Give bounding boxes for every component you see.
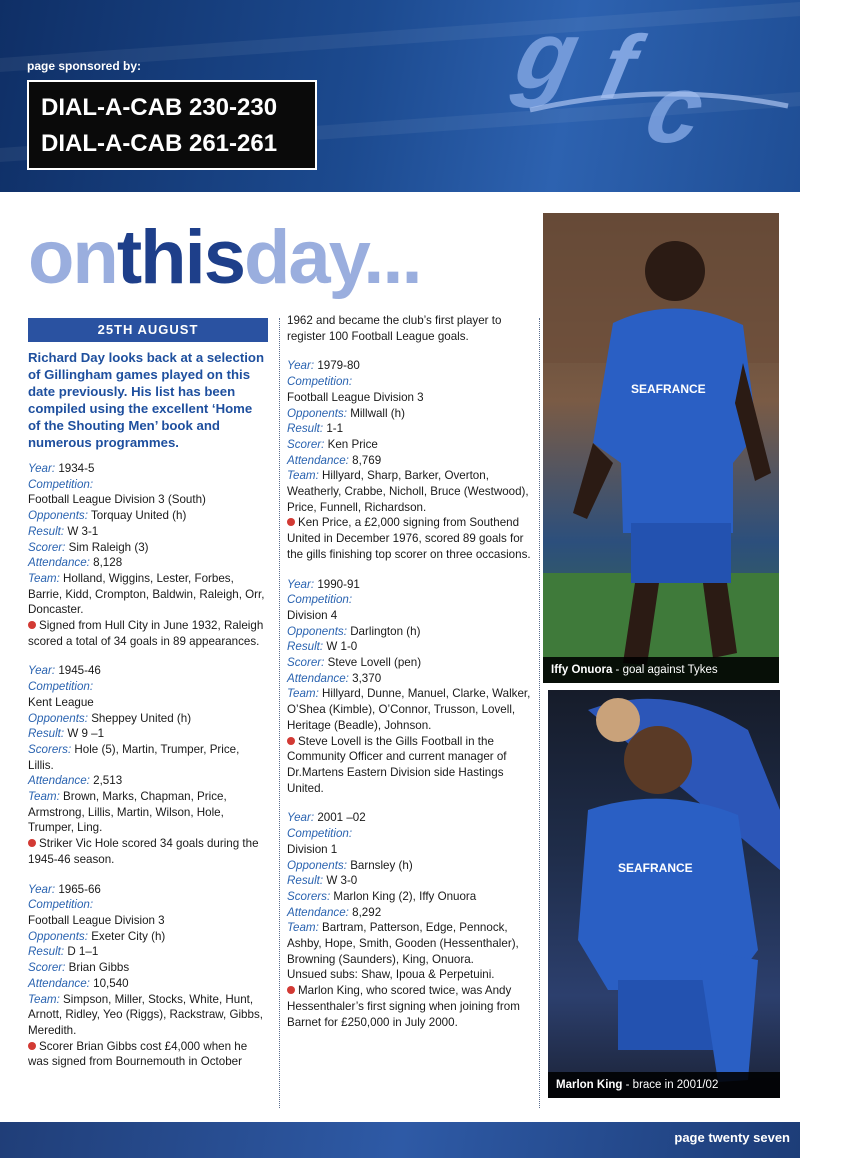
- year-value: 1979-80: [317, 359, 360, 373]
- column-middle: [287, 313, 532, 1044]
- player-photo-king: [548, 690, 780, 1098]
- shirt-sponsor: SEAFRANCE: [631, 382, 706, 396]
- scorer-label: Scorer:: [28, 961, 66, 975]
- year-value: 2001 –02: [317, 811, 366, 825]
- svg-text:g: g: [507, 0, 589, 109]
- sponsor-box: [27, 80, 317, 170]
- result-label: Result:: [287, 874, 324, 888]
- competition-value: Football League Division 3: [287, 390, 424, 404]
- attendance-label: Attendance:: [28, 556, 90, 570]
- opponents-value: Millwall (h): [350, 406, 405, 420]
- competition-value: Division 4: [287, 608, 338, 622]
- bullet-icon: [28, 621, 36, 629]
- photo-caption: [548, 1072, 780, 1098]
- competition-label: Competition:: [28, 477, 94, 491]
- competition-label: Competition:: [287, 593, 353, 607]
- bullet-icon: [28, 839, 36, 847]
- unused-subs: Unsued subs: Shaw, Ipoua & Perpetuini.: [287, 968, 495, 982]
- match-entry: [28, 882, 268, 1070]
- attendance-value: 3,370: [352, 671, 382, 685]
- team-value: Bartram, Patterson, Edge, Pennock, Ashby, Hope, Smith, Gooden (Hessenthaler), Browning (Saunders), King, Onuora.: [287, 921, 519, 966]
- year-value: 1945-46: [58, 664, 101, 678]
- year-label: Year:: [287, 811, 315, 825]
- match-entry: [287, 358, 532, 562]
- year-label: Year:: [28, 664, 56, 678]
- competition-value: Football League Division 3 (South): [28, 493, 206, 507]
- team-label: Team:: [28, 790, 60, 804]
- scorer-label: Scorers:: [28, 742, 72, 756]
- competition-value: Division 1: [287, 842, 338, 856]
- scorer-value: Sim Raleigh (3): [68, 540, 149, 554]
- match-note: Steve Lovell is the Gills Football in the Community Officer and current manager of Dr.Martens Eastern Division side Hastings United.: [287, 734, 507, 795]
- year-label: Year:: [287, 577, 315, 591]
- opponents-label: Opponents:: [287, 406, 347, 420]
- attendance-label: Attendance:: [28, 774, 90, 788]
- opponents-label: Opponents:: [287, 858, 347, 872]
- attendance-label: Attendance:: [287, 671, 349, 685]
- gfc-logo-icon: [507, 0, 795, 163]
- competition-label: Competition:: [28, 680, 94, 694]
- scorer-label: Scorer:: [287, 437, 325, 451]
- continued-text: [287, 313, 532, 344]
- sponsor-line: DIAL-A-CAB 261-261: [41, 130, 278, 157]
- result-label: Result:: [28, 727, 65, 741]
- bullet-icon: [287, 737, 295, 745]
- match-note: Marlon King, who scored twice, was Andy Hessenthaler’s first signing when joining from Barnet for £250,000 in July 2000.: [287, 984, 520, 1029]
- year-label: Year:: [28, 882, 56, 896]
- header-banner: [0, 0, 800, 192]
- title-part-on: on: [28, 215, 117, 300]
- competition-value: Football League Division 3: [28, 913, 165, 927]
- attendance-label: Attendance:: [28, 976, 90, 990]
- competition-label: Competition:: [287, 375, 353, 389]
- team-label: Team:: [287, 921, 319, 935]
- team-value: Simpson, Miller, Stocks, White, Hunt, Arnott, Ridley, Yeo (Riggs), Rackstraw, Gibbs, Meredith.: [28, 992, 263, 1037]
- footer-band: [0, 1122, 800, 1158]
- caption-text: - brace in 2001/02: [622, 1079, 719, 1091]
- sponsor-line: DIAL-A-CAB 230-230: [41, 94, 278, 121]
- match-entry: [28, 663, 268, 867]
- scorer-value: Ken Price: [327, 437, 378, 451]
- match-note: Scorer Brian Gibbs cost £4,000 when he was signed from Bournemouth in October: [28, 1039, 248, 1069]
- team-value: Holland, Wiggins, Lester, Forbes, Barrie, Kidd, Crompton, Baldwin, Raleigh, Orr, Doncaster.: [28, 571, 265, 617]
- shirt-sponsor: SEAFRANCE: [618, 861, 693, 875]
- result-value: W 1-0: [326, 640, 358, 654]
- match-note: Striker Vic Hole scored 34 goals during the 1945-46 season.: [28, 837, 259, 866]
- match-note: Ken Price, a £2,000 signing from Southend United in December 1976, scored 89 goals for the gills finishing top scorer on three occasions.: [287, 516, 531, 561]
- match-entry: [287, 810, 532, 1030]
- caption-name: Iffy Onuora: [551, 664, 613, 676]
- player-figure-icon: [548, 690, 780, 1098]
- opponents-label: Opponents:: [287, 624, 347, 638]
- sponsor-label: page sponsored by:: [27, 59, 142, 73]
- result-label: Result:: [287, 640, 324, 654]
- bullet-icon: [287, 986, 295, 994]
- continued-note: 1962 and became the club’s first player to register 100 Football League goals.: [287, 314, 502, 343]
- result-value: W 3-0: [326, 874, 358, 888]
- player-figure-icon: [543, 213, 779, 683]
- attendance-value: 2,513: [93, 774, 123, 788]
- column-left: [28, 318, 268, 1084]
- scorer-value: Brian Gibbs: [68, 961, 130, 975]
- result-label: Result:: [28, 945, 65, 959]
- year-label: Year:: [287, 359, 315, 373]
- page-title: [28, 208, 421, 308]
- year-value: 1934-5: [58, 462, 95, 475]
- team-value: Hillyard, Sharp, Barker, Overton, Weatherly, Crabbe, Nicholl, Bruce (Westwood), Price, Funnell, Richardson.: [287, 469, 529, 514]
- column-divider: [539, 318, 540, 1108]
- player-photo-onuora: [543, 213, 779, 683]
- svg-text:f: f: [593, 17, 645, 118]
- scorer-value: Steve Lovell (pen): [327, 656, 422, 670]
- result-value: 1-1: [326, 422, 344, 436]
- scorer-label: Scorers:: [287, 889, 331, 903]
- result-value: D 1–1: [67, 945, 99, 959]
- attendance-label: Attendance:: [287, 453, 349, 467]
- bullet-icon: [28, 1042, 36, 1050]
- column-divider: [279, 318, 280, 1108]
- result-value: W 3-1: [67, 524, 99, 538]
- team-label: Team:: [28, 992, 60, 1006]
- opponents-label: Opponents:: [28, 929, 88, 943]
- team-label: Team:: [287, 687, 319, 701]
- scorer-value: Marlon King (2), Iffy Onuora: [333, 889, 477, 903]
- opponents-value: Barnsley (h): [350, 858, 413, 872]
- team-value: Hillyard, Dunne, Manuel, Clarke, Walker, O’Shea (Kimble), O’Connor, Trusson, Lovell, Heritage (Beadle), Johnson.: [287, 687, 531, 732]
- attendance-label: Attendance:: [287, 905, 349, 919]
- photo-caption: [543, 657, 779, 683]
- result-label: Result:: [28, 524, 65, 538]
- scorer-value: Hole (5), Martin, Trumper, Price, Lillis.: [28, 742, 240, 772]
- match-entry: [28, 461, 268, 649]
- opponents-value: Sheppey United (h): [91, 711, 192, 725]
- opponents-label: Opponents:: [28, 509, 88, 523]
- team-value: Brown, Marks, Chapman, Price, Armstrong, Lillis, Martin, Wilson, Hole, Trumper, Ling.: [28, 790, 227, 835]
- year-value: 1990-91: [317, 577, 360, 591]
- opponents-value: Torquay United (h): [90, 509, 187, 523]
- scorer-label: Scorer:: [28, 540, 66, 554]
- year-label: Year:: [28, 462, 56, 475]
- scorer-label: Scorer:: [287, 656, 325, 670]
- result-value: W 9 –1: [67, 727, 105, 741]
- competition-label: Competition:: [287, 827, 353, 841]
- opponents-value: Exeter City (h): [91, 929, 166, 943]
- team-label: Team:: [287, 469, 319, 483]
- date-header: 25TH AUGUST: [28, 318, 268, 342]
- team-label: Team:: [28, 571, 60, 585]
- competition-label: Competition:: [28, 898, 94, 912]
- result-label: Result:: [287, 422, 324, 436]
- caption-text: - goal against Tykes: [612, 664, 718, 676]
- match-note: Signed from Hull City in June 1932, Raleigh scored a total of 34 goals in 89 appearances.: [28, 619, 264, 648]
- match-entry: [287, 577, 532, 797]
- year-value: 1965-66: [58, 882, 101, 896]
- bullet-icon: [287, 518, 295, 526]
- opponents-value: Darlington (h): [350, 624, 421, 638]
- intro-text: Richard Day looks back at a selection of Gillingham games played on this date previously. His list has been compiled using the excellent ‘Home of the Shouting Men’ book and numerous programmes.: [28, 350, 265, 450]
- attendance-value: 8,128: [93, 556, 123, 570]
- caption-name: Marlon King: [556, 1079, 623, 1091]
- page-number: page twenty seven: [674, 1130, 790, 1145]
- attendance-value: 8,292: [352, 905, 382, 919]
- opponents-label: Opponents:: [28, 711, 88, 725]
- attendance-value: 8,769: [352, 453, 382, 467]
- title-part-this: this: [116, 215, 244, 300]
- title-part-day: day...: [243, 215, 421, 300]
- svg-text:c: c: [637, 54, 714, 163]
- attendance-value: 10,540: [93, 976, 129, 990]
- competition-value: Kent League: [28, 695, 94, 709]
